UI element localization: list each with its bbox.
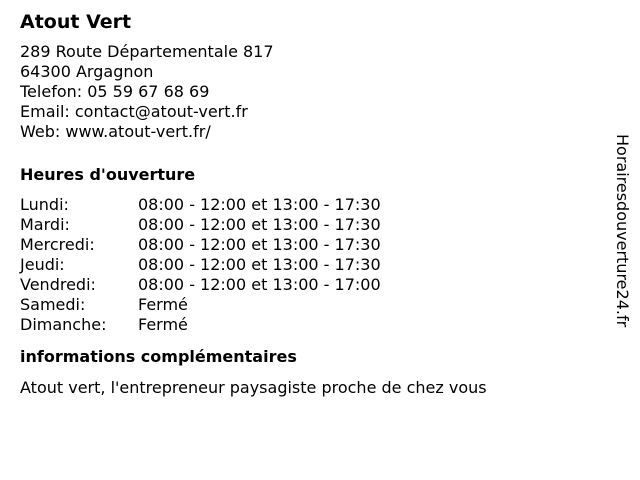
hours-day: Mercredi:: [20, 235, 95, 254]
hours-row-saturday: [20, 295, 600, 315]
hours-day: Vendredi:: [20, 275, 96, 294]
additional-info-text: Atout vert, l'entrepreneur paysagiste proche de chez vous: [20, 378, 487, 397]
hours-time: 08:00 - 12:00 et 13:00 - 17:30: [138, 215, 381, 234]
hours-time: 08:00 - 12:00 et 13:00 - 17:00: [138, 275, 381, 294]
phone-line[interactable]: Telefon: 05 59 67 68 69: [20, 82, 210, 101]
hours-day: Lundi:: [20, 195, 69, 214]
site-watermark: Horairesdouverture24.fr: [613, 134, 632, 328]
hours-time: 08:00 - 12:00 et 13:00 - 17:30: [138, 195, 381, 214]
hours-time: 08:00 - 12:00 et 13:00 - 17:30: [138, 255, 381, 274]
hours-day: Samedi:: [20, 295, 86, 314]
address-street: 289 Route Départementale 817: [20, 42, 274, 61]
hours-day: Jeudi:: [20, 255, 65, 274]
email-line[interactable]: Email: contact@atout-vert.fr: [20, 102, 248, 121]
opening-hours-table: [20, 195, 600, 335]
hours-row-tuesday: [20, 215, 600, 235]
hours-day: Dimanche:: [20, 315, 107, 334]
hours-row-thursday: [20, 255, 600, 275]
hours-row-wednesday: [20, 235, 600, 255]
hours-time: 08:00 - 12:00 et 13:00 - 17:30: [138, 235, 381, 254]
website-line[interactable]: Web: www.atout-vert.fr/: [20, 122, 211, 141]
address-city: 64300 Argagnon: [20, 62, 154, 81]
address-block: [20, 42, 600, 142]
hours-time: Fermé: [138, 315, 188, 334]
hours-row-friday: [20, 275, 600, 295]
hours-day: Mardi:: [20, 215, 70, 234]
hours-row-monday: [20, 195, 600, 215]
hours-row-sunday: [20, 315, 600, 335]
business-card: [20, 10, 600, 398]
business-name: Atout Vert: [20, 11, 132, 33]
opening-hours-heading: Heures d'ouverture: [20, 165, 196, 184]
additional-info-heading: informations complémentaires: [20, 347, 297, 366]
hours-time: Fermé: [138, 295, 188, 314]
